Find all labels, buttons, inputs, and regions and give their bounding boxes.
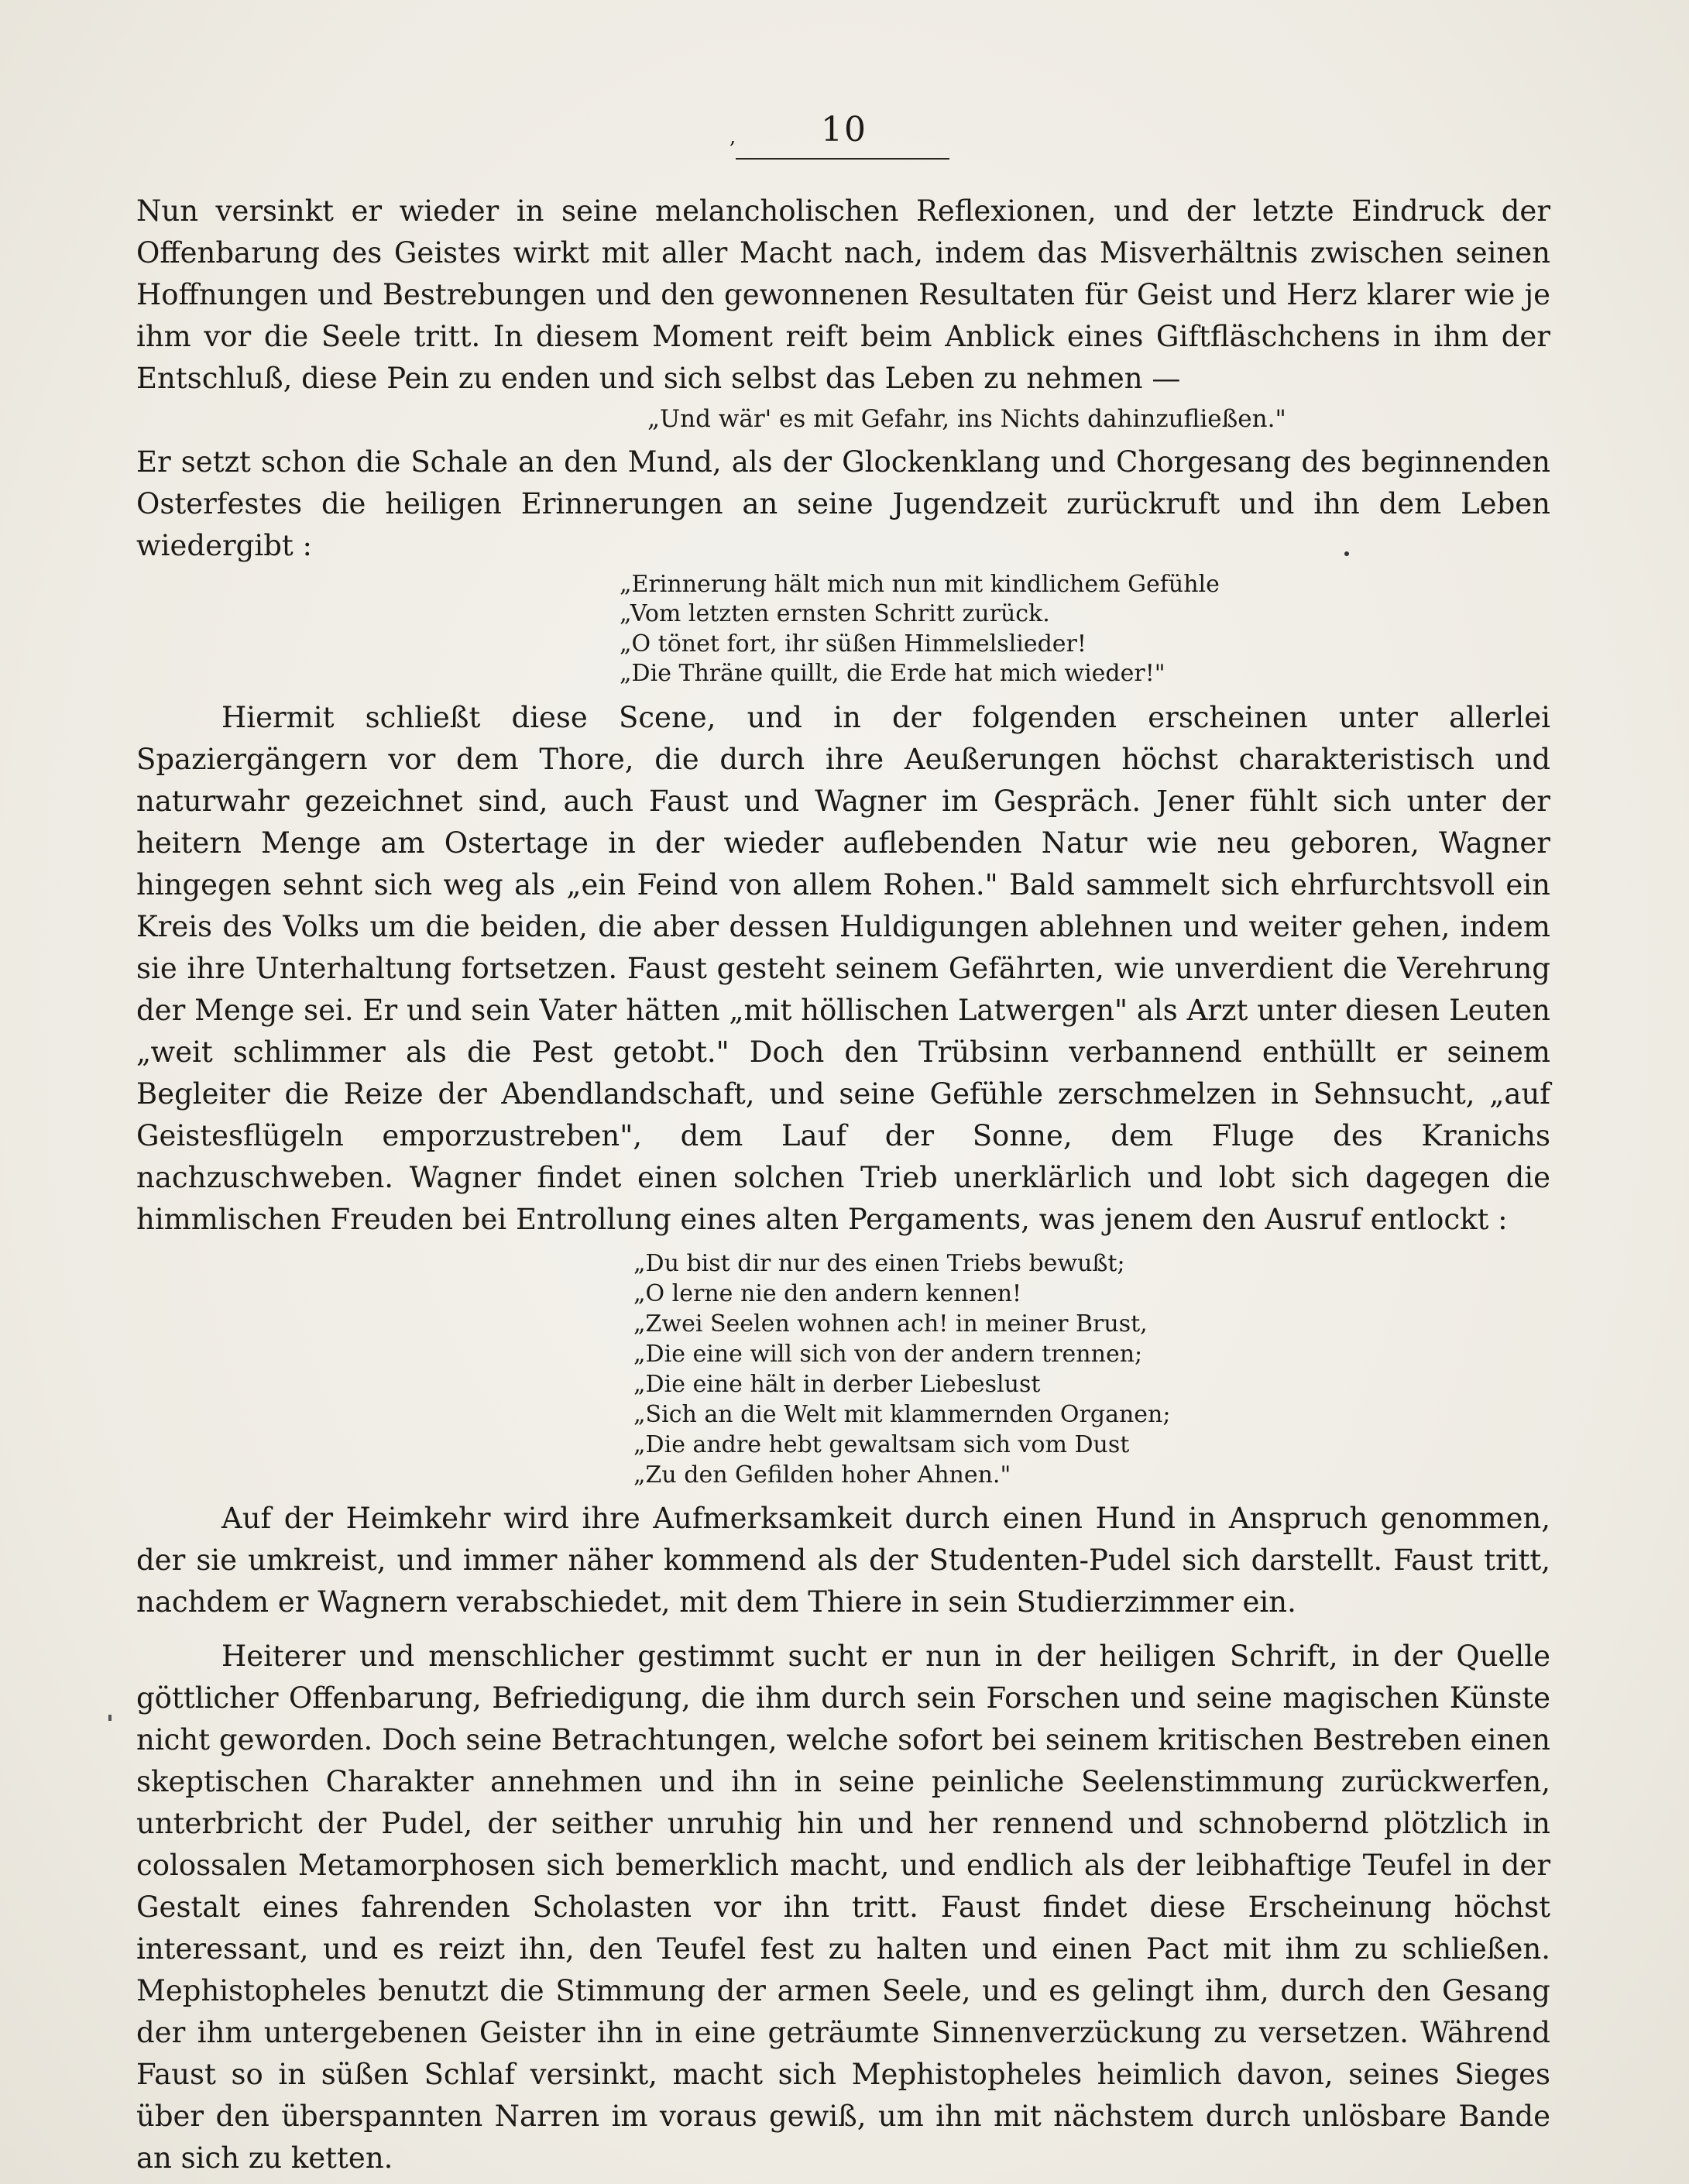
quote-line [647,404,1550,435]
verse-line: „Sich an die Welt mit klammernden Organen; [633,1400,1171,1428]
page-number: 10 [821,110,867,149]
verse-line: „O lerne nie den andern kennen! [633,1279,1022,1307]
verse-line: „Die eine hält in derber Liebeslust [633,1370,1041,1398]
verse-block-2 [633,1248,1550,1490]
verse-block-1 [620,570,1550,689]
paragraph-1: Nun versinkt er wieder in seine melancholischen Reflexionen, und der letzte Eindruck der Offenbarung des Geistes wirkt mit aller Macht nach, indem das Misverhältnis zwischen seinen Hoffnungen und Bestrebungen und den gewonnenen Resultaten für Geist und Herz klarer wie je ihm vor die Seele tritt. In diesem Moment reift beim Anblick eines Giftfläschchens in ihm der Entschluß, diese Pein zu enden und sich selbst das Leben zu nehmen — [136,194,1550,395]
verse-line: „Und wär' es mit Gefahr, ins Nichts dahinzufließen." [647,405,1286,433]
paragraph-2: Er setzt schon die Schale an den Mund, als der Glockenklang und Chorgesang des beginnenden Osterfestes die heiligen Erinnerungen an seine Jugendzeit zurückruft und ihn dem Leben wiedergibt : [136,445,1550,562]
verse-line: „Zu den Gefilden hoher Ahnen." [633,1461,1011,1489]
verse-line: „Du bist dir nur des einen Triebs bewußt; [633,1249,1125,1277]
header-rule [736,158,949,160]
ink-speck [108,1715,112,1721]
verse-line: „Vom letzten ernsten Schritt zurück. [620,600,1050,627]
verse-line: „Die andre hebt gewaltsam sich vom Dust [633,1430,1130,1458]
body-text [136,191,1550,2179]
verse-line: „Die eine will sich von der andern trennen; [633,1340,1143,1368]
verse-line: „Zwei Seelen wohnen ach! in meiner Brust, [633,1310,1148,1338]
verse-line: „Erinnerung hält mich nun mit kindlichem Gefühle [620,570,1220,598]
verse-line: „Die Thräne quillt, die Erde hat mich wieder!" [620,660,1165,687]
header-mark: , [729,125,736,149]
page-header [720,108,968,163]
paragraph-4: Auf der Heimkehr wird ihre Aufmerksamkeit durch einen Hund in Anspruch genommen, der sie umkreist, und immer näher kommend als der Studenten-Pudel sich darstellt. Faust tritt, nachdem er Wagnern verabschiedet, mit dem Thiere in sein Studierzimmer ein. [136,1501,1550,1619]
verse-line: „O tönet fort, ihr süßen Himmelslieder! [620,630,1087,658]
paragraph-5: Heiterer und menschlicher gestimmt sucht er nun in der heiligen Schrift, in der Quelle göttlicher Offenbarung, Befriedigung, die ihm durch sein Forschen und seine magischen Künste nicht geworden. Doch seine Betrachtungen, welche sofort bei seinem kritischen Bestreben einen skeptischen Charakter annehmen und ihn in seine peinliche Seelenstimmung zurückwerfen, unterbricht der Pudel, der seither unruhig hin und her rennend und schnobernd plötzlich in colossalen Metamorphosen sich bemerklich macht, und endlich als der leibhaftige Teufel in der Gestalt eines fahrenden Scholasten vor ihn tritt. Faust findet diese Erscheinung höchst interessant, und es reizt ihn, den Teufel fest zu halten und einen Pact mit ihm zu schließen. Mephistopheles benutzt die Stimmung der armen Seele, und es gelingt ihm, durch den Gesang der ihm untergebenen Geister ihn in eine geträumte Sinnenverzückung zu versetzen. Während Faust so in süßen Schlaf versinkt, macht sich Mephistopheles heimlich davon, seines Sieges über den überspannten Narren im voraus gewiß, um ihn mit nächstem durch unlösbare Bande an sich zu ketten. [136,1639,1550,2175]
paragraph-3: Hiermit schließt diese Scene, und in der folgenden erscheinen unter allerlei Spaziergängern vor dem Thore, die durch ihre Aeußerungen höchst charakteristisch und naturwahr gezeichnet sind, auch Faust und Wagner im Gespräch. Jener fühlt sich unter der heitern Menge am Ostertage in der wieder auflebenden Natur wie neu geboren, Wagner hingegen sehnt sich weg als „ein Feind von allem Rohen." Bald sammelt sich ehrfurchtsvoll ein Kreis des Volks um die beiden, die aber dessen Huldigungen ablehnen und weiter gehen, indem sie ihre Unterhaltung fortsetzen. Faust gesteht seinem Gefährten, wie unverdient die Verehrung der Menge sei. Er und sein Vater hätten „mit höllischen Latwergen" als Arzt unter diesen Leuten „weit schlimmer als die Pest getobt." Doch den Trübsinn verbannend enthüllt er seinem Begleiter die Reize der Abendlandschaft, und seine Gefühle zerschmelzen in Sehnsucht, „auf Geistesflügeln emporzustreben", dem Lauf der Sonne, dem Fluge des Kranichs nachzuschweben. Wagner findet einen solchen Trieb unerklärlich und lobt sich dagegen die himmlischen Freuden bei Entrollung eines alten Pergaments, was jenem den Ausruf entlockt : [136,700,1550,1236]
